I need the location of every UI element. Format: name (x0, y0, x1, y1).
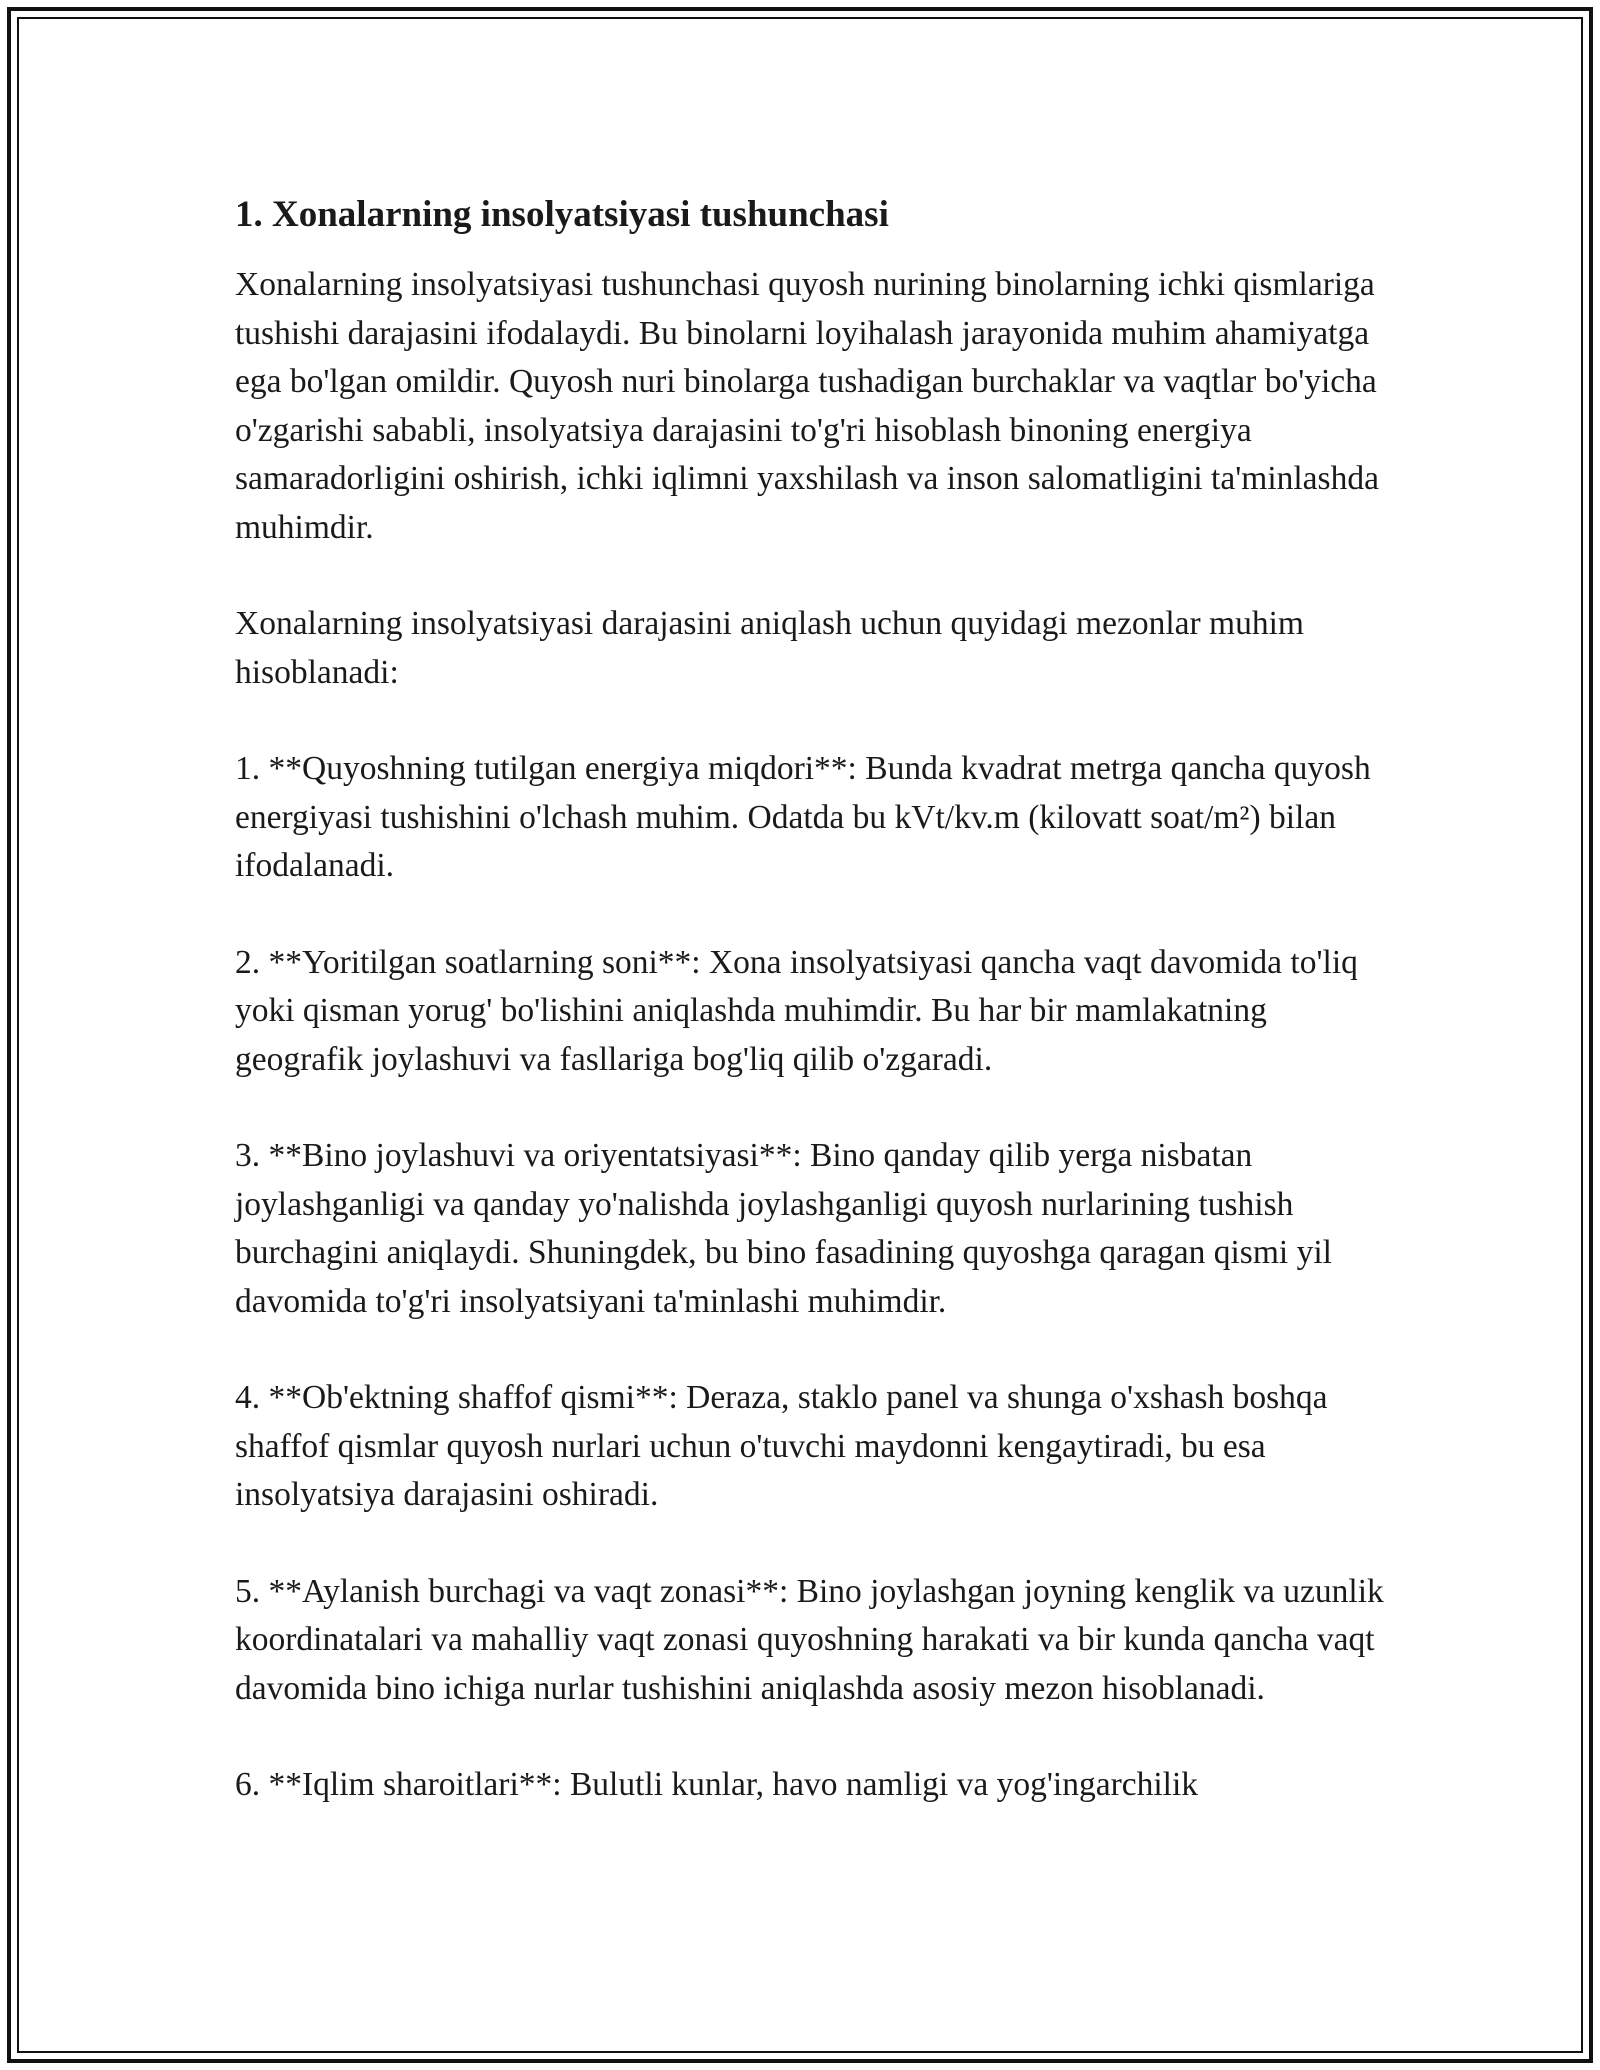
document-body (235, 183, 1395, 1858)
section-heading: 1. Xonalarning insolyatsiyasi tushunchasi (235, 194, 889, 235)
list-item-energy-amount: 1. **Quyoshning tutilgan energiya miqdori**: Bunda kvadrat metrga qancha quyosh energiyasi tushishini o'lchash muhim. Odatda bu kVt/kv.m (kilovatt soat/m²) bilan ifodalanadi. (235, 750, 1371, 884)
list-item-climate: 6. **Iqlim sharoitlari**: Bulutli kunlar, havo namligi va yog'ingarchilik (235, 1766, 1199, 1803)
list-item-lit-hours: 2. **Yoritilgan soatlarning soni**: Xona insolyatsiyasi qancha vaqt davomida to'liq yoki qisman yorug' bo'lishini aniqlashda muhimdir. Bu har bir mamlakatning geografik joylashuvi va fasllariga bog'liq qilib o'zgaradi. (235, 943, 1358, 1078)
paragraph-intro: Xonalarning insolyatsiyasi tushunchasi quyosh nurining binolarning ichki qismlariga tushishi darajasini ifodalaydi. Bu binolarni loyihalash jarayonida muhim ahamiyatga ega bo'lgan omildir. Quyosh nuri binolarga tushadigan burchaklar va vaqtlar bo'yicha o'zgarishi sababli, insolyatsiya darajasini to'g'ri hisoblash binoning energiya samaradorligini oshirish, ichki iqlimni yaxshilash va inson salomatligini ta'minlashda muhimdir. (235, 266, 1379, 546)
list-item-transparent-parts: 4. **Ob'ektning shaffof qismi**: Deraza, staklo panel va shunga o'xshash boshqa shaffof qismlar quyosh nurlari uchun o'tuvchi maydonni kengaytiradi, bu esa insolyatsiya darajasini oshiradi. (235, 1379, 1328, 1513)
list-item-rotation-timezone: 5. **Aylanish burchagi va vaqt zonasi**: Bino joylashgan joyning kenglik va uzunlik koordinatalari va mahalliy vaqt zonasi quyoshning harakati va bir kunda qancha vaqt davomida bino ichiga nurlar tushishini aniqlashda asosiy mezon hisoblanadi. (235, 1572, 1384, 1707)
paragraph-criteria-lead: Xonalarning insolyatsiyasi darajasini aniqlash uchun quyidagi mezonlar muhim hisoblanadi: (235, 605, 1304, 691)
list-item-orientation: 3. **Bino joylashuvi va oriyentatsiyasi**: Bino qanday qilib yerga nisbatan joylashganligi va qanday yo'nalishda joylashganligi quyosh nurlarining tushish burchagini aniqlaydi. Shuningdek, bu bino fasadining quyoshga qaragan qismi yil davomida to'g'ri insolyatsiyani ta'minlashi muhimdir. (235, 1137, 1332, 1320)
